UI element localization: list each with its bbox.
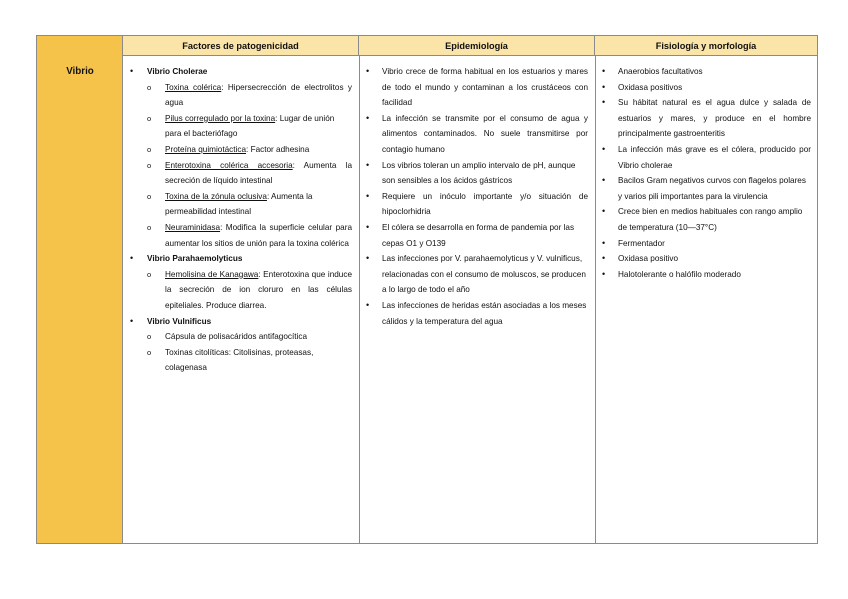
factor-desc: : Lugar de unión para el bacteriófago xyxy=(165,113,335,139)
row-label-column xyxy=(37,36,123,543)
factor-item xyxy=(147,267,352,314)
physiology-item: • La infección más grave es el cólera, producido por Vibrio cholerae xyxy=(599,142,811,173)
column-divider xyxy=(359,56,360,543)
row-label: Vibrio xyxy=(66,66,94,77)
epidemiology-item: • El cólera se desarrolla en forma de pandemia por las cepas O1 y O139 xyxy=(363,220,588,251)
factor-item xyxy=(147,142,352,158)
epidemiology-item: • Requiere un inóculo importante y/o situación de hipoclorhidria xyxy=(363,189,588,220)
species-vulnificus xyxy=(127,314,352,376)
epidemiology-item: • La infección se transmite por el consumo de agua y alimentos contaminados. No suele transmitirse por contagio humano xyxy=(363,111,588,158)
epidemiology-cell xyxy=(363,64,588,329)
physiology-item: • Anaerobios facultativos xyxy=(599,64,811,80)
epidemiology-item: • Las infecciones de heridas están asociadas a los meses cálidos y la temperatura del agua xyxy=(363,298,588,329)
factor-desc: : Aumenta la permeabilidad intestinal xyxy=(165,191,313,217)
physiology-item: • Oxidasa positivo xyxy=(599,251,811,267)
factor-desc: : Aumenta la secreción de líquido intestinal xyxy=(165,160,353,186)
physiology-item: • Oxidasa positivos xyxy=(599,80,811,96)
physiology-item: • Bacilos Gram negativos curvos con flagelos polares y varios pili importantes para la virulencia xyxy=(599,173,811,204)
epidemiology-item: • Las infecciones por V. parahaemolyticus y V. vulnificus, relacionadas con el consumo de moluscos, se producen a lo largo de todo el año xyxy=(363,251,588,298)
pathogenicity-cell xyxy=(127,64,352,376)
epidemiology-item: • Los vibrios toleran un amplio intervalo de pH, aunque son sensibles a los ácidos gástricos xyxy=(363,158,588,189)
physiology-item: • Fermentador xyxy=(599,236,811,252)
factor-item xyxy=(147,220,352,251)
physiology-item: • Su hábitat natural es el agua dulce y salada de estuarios y mares, y produce en el hombre principalmente gastroenteritis xyxy=(599,95,811,142)
header-physiology: Fisiología y morfología xyxy=(595,36,817,56)
factor-term: Enterotoxina colérica accesoria xyxy=(165,160,293,170)
factor-term: Pilus corregulado por la toxina xyxy=(165,113,276,123)
physiology-cell xyxy=(599,64,811,282)
factor-term: Neuraminidasa xyxy=(165,222,221,232)
factor-item xyxy=(147,80,352,111)
species-parahaemolyticus xyxy=(127,251,352,313)
header-pathogenicity: Factores de patogenicidad xyxy=(123,36,359,56)
vibrio-table xyxy=(36,35,818,544)
physiology-item: • Halotolerante o halófilo moderado xyxy=(599,267,811,283)
species-title: Vibrio Parahaemolyticus xyxy=(147,254,243,264)
factor-term: Proteína quimiotáctica xyxy=(165,144,247,154)
factor-desc: : Enterotoxina que induce la secreción de ion cloruro en las células epiteliales. Produce diarrea. xyxy=(165,269,353,310)
factor-desc: : Hipersecrección de electrolitos y agua xyxy=(165,82,352,108)
epidemiology-item: • Vibrio crece de forma habitual en los estuarios y mares de todo el mundo y contaminan a los crustáceos con facilidad xyxy=(363,64,588,111)
species-title: Vibrio Vulnificus xyxy=(147,316,212,326)
header-epidemiology: Epidemiología xyxy=(359,36,595,56)
factor-desc: : Factor adhesina xyxy=(246,144,310,154)
physiology-item: • Crece bien en medios habituales con rango amplio de temperatura (10—37°C) xyxy=(599,204,811,235)
column-divider xyxy=(595,56,596,543)
factor-item: o Cápsula de polisacáridos antifagocítica xyxy=(147,329,352,345)
factor-item xyxy=(147,111,352,142)
factor-term: Toxina de la zónula oclusiva xyxy=(165,191,267,201)
species-title: Vibrio Cholerae xyxy=(147,67,208,76)
factor-item: o Toxinas citolíticas: Citolisinas, proteasas, colagenasa xyxy=(147,345,352,376)
factor-item xyxy=(147,158,352,189)
factor-term: Toxina colérica xyxy=(165,82,222,92)
factor-desc: : Modifica la superficie celular para aumentar los sitios de unión para la toxina colérica xyxy=(165,222,352,248)
factor-term: Hemolisina de Kanagawa xyxy=(165,269,259,279)
factor-item xyxy=(147,189,352,220)
species-cholerae xyxy=(127,64,352,251)
